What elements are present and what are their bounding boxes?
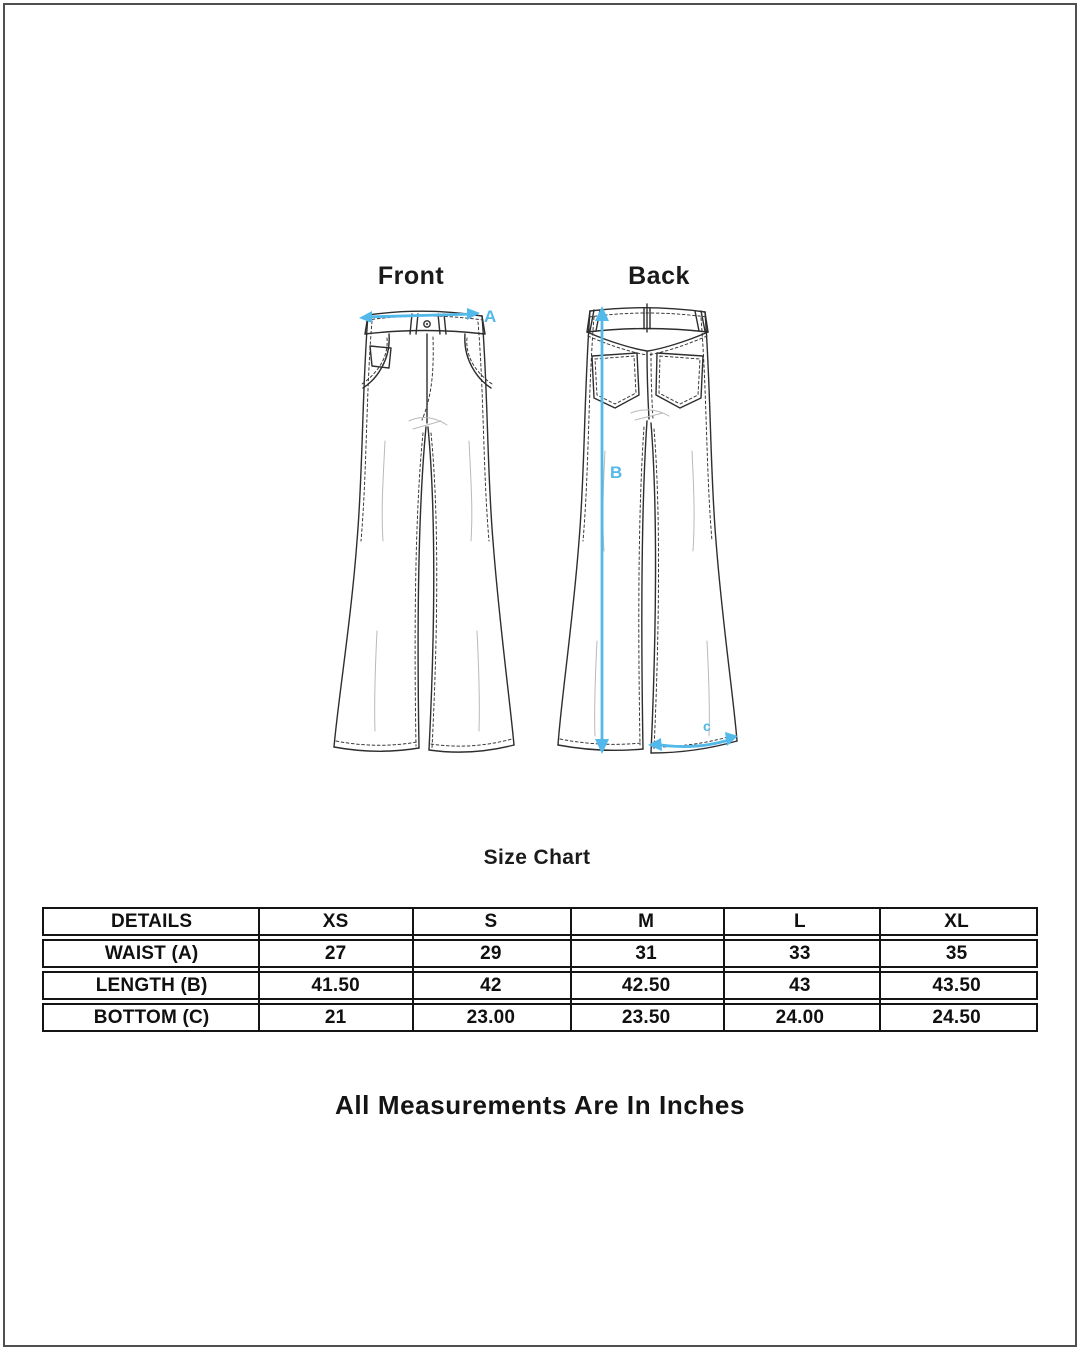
size-chart-title: Size Chart [483,846,591,869]
cell-value: 24.00 [775,1006,825,1028]
header-s: S [484,910,498,932]
cell-value: 42.50 [621,974,671,996]
cell-value: 24.50 [932,1006,981,1028]
cell-value: 21 [324,1006,347,1028]
measure-c-arrow [648,718,738,751]
front-view-drawing [329,300,525,764]
size-table-header-row [42,907,1038,936]
header-m: M [638,910,655,932]
cell-value: 43 [789,974,811,996]
table-column-divider [570,907,572,1032]
cell-value: 27 [324,942,347,964]
header-xs: XS [322,910,349,932]
row-label: BOTTOM (C) [93,1006,210,1028]
row-label: LENGTH (B) [95,974,208,996]
cell-value: 31 [635,942,657,964]
cell-value: 23.00 [466,1006,516,1028]
measure-c-label: c [703,718,711,734]
cell-value: 41.50 [311,974,360,996]
header-details: DETAILS [110,910,193,932]
back-pants-outline [558,304,737,753]
measure-b-label: B [610,463,623,482]
back-view-drawing [557,300,765,764]
cell-value: 23.50 [621,1006,671,1028]
cell-value: 42 [480,974,502,996]
front-view-title: Front [377,262,445,290]
measure-a-label: A [484,307,497,326]
table-row-length [42,971,1038,1000]
table-column-divider [412,907,414,1032]
header-xl: XL [944,910,969,932]
cell-value: 33 [789,942,811,964]
table-column-divider [258,907,260,1032]
size-table [42,907,1038,1032]
measurements-footnote: All Measurements Are In Inches [334,1090,746,1120]
header-l: L [793,910,806,932]
page-border [3,3,1077,1347]
back-view-title: Back [628,262,690,290]
table-column-divider [723,907,725,1032]
table-row-waist [42,939,1038,968]
cell-value: 43.50 [932,974,981,996]
cell-value: 29 [480,942,502,964]
measure-b-arrow [595,306,622,754]
table-column-divider [879,907,881,1032]
cell-value: 35 [945,942,968,964]
row-label: WAIST (A) [104,942,199,964]
front-pants-outline [334,311,514,752]
table-row-bottom [42,1003,1038,1032]
